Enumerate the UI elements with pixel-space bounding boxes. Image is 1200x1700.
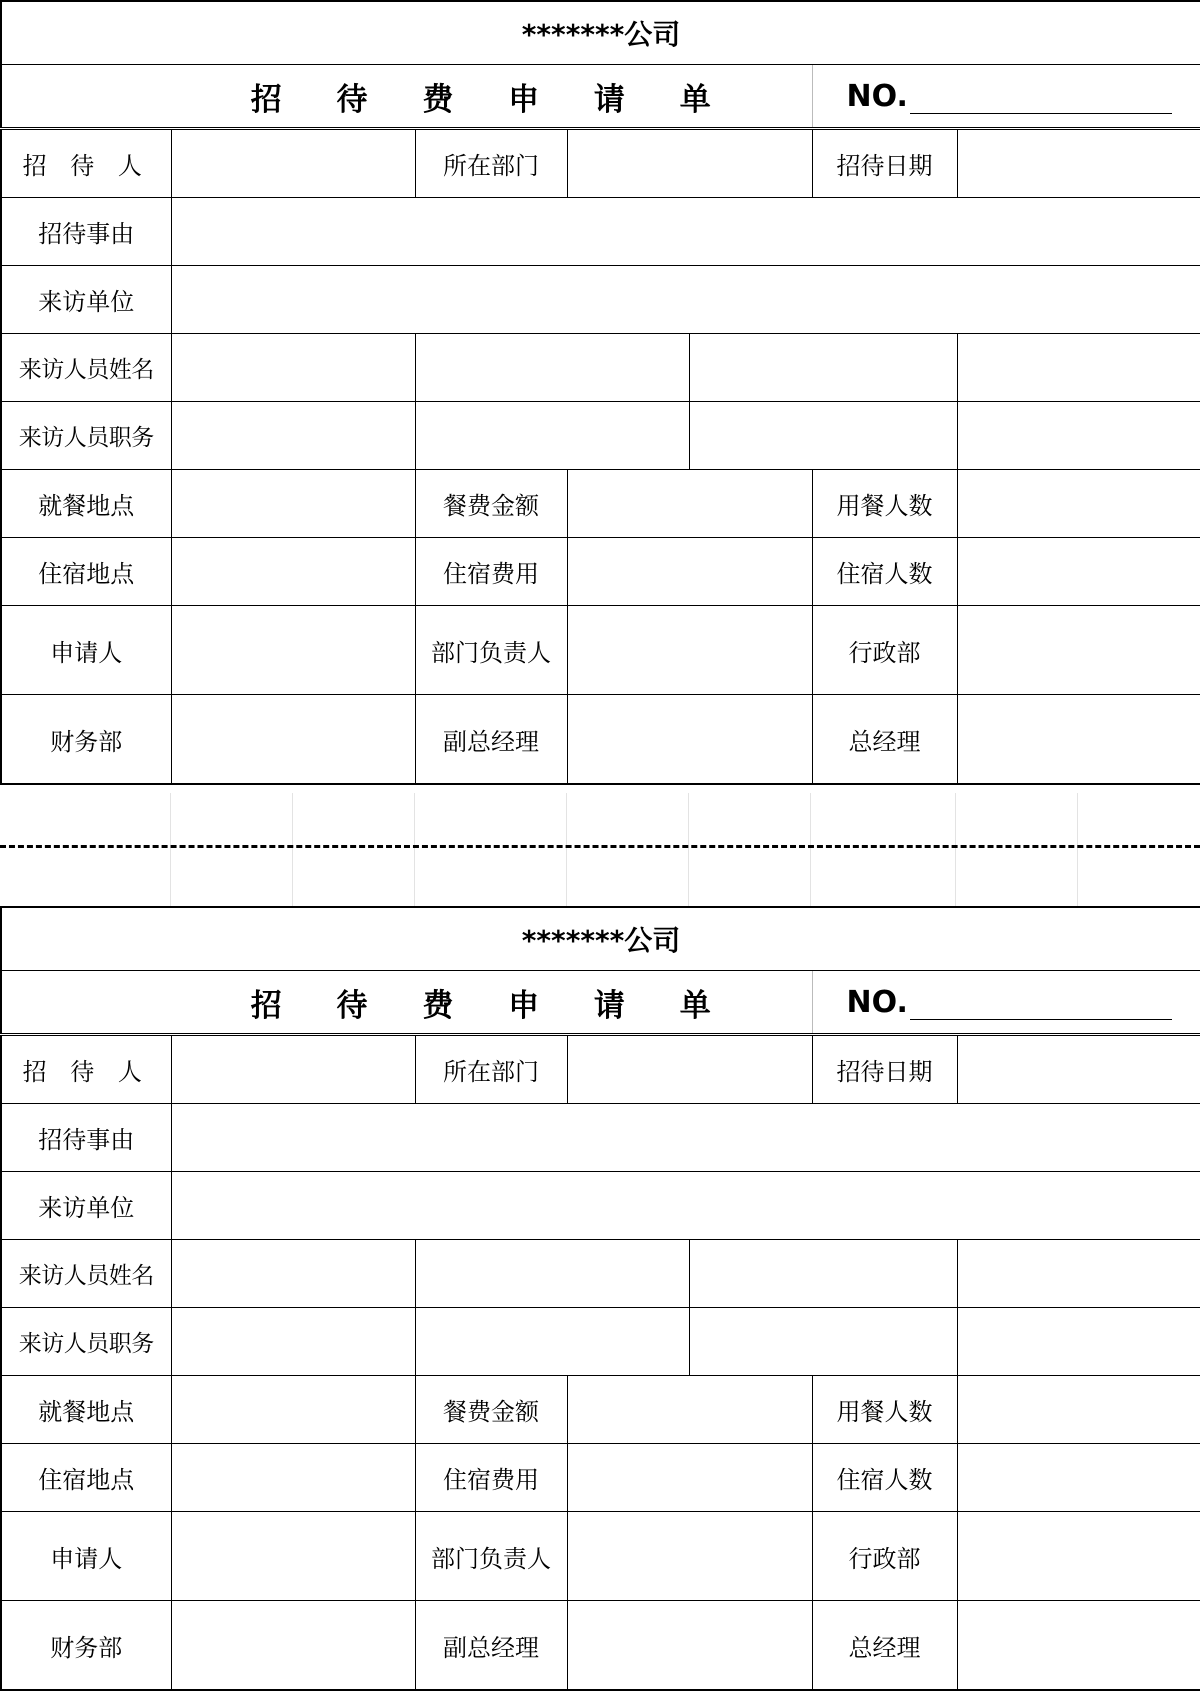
field-meal-amount[interactable] <box>567 1376 812 1444</box>
field-visitor-title-2[interactable] <box>415 402 689 470</box>
field-host[interactable] <box>171 129 415 198</box>
field-visitor-title-4[interactable] <box>957 402 1200 470</box>
label-admin-dept: 行政部 <box>812 606 957 695</box>
label-host: 招 待 人 <box>1 129 171 198</box>
label-dining-place: 就餐地点 <box>1 1376 171 1444</box>
label-department: 所在部门 <box>415 1035 567 1104</box>
label-applicant: 申请人 <box>1 606 171 695</box>
field-lodging-place[interactable] <box>171 538 415 606</box>
field-finance-dept[interactable] <box>171 1601 415 1691</box>
label-admin-dept: 行政部 <box>812 1512 957 1601</box>
field-dining-place[interactable] <box>171 470 415 538</box>
label-diners-count: 用餐人数 <box>812 470 957 538</box>
field-dept-head[interactable] <box>567 606 812 695</box>
label-reason: 招待事由 <box>1 198 171 266</box>
label-lodging-place: 住宿地点 <box>1 1444 171 1512</box>
field-visitor-title-3[interactable] <box>689 1308 957 1376</box>
sheet-gridline <box>414 793 415 906</box>
field-visitor-name-3[interactable] <box>689 334 957 402</box>
label-lodging-place: 住宿地点 <box>1 538 171 606</box>
form-number-label: NO. <box>846 984 908 1020</box>
field-meal-amount[interactable] <box>567 470 812 538</box>
cut-separator <box>0 793 1200 906</box>
field-diners-count[interactable] <box>957 1376 1200 1444</box>
form-title: 招 待 费 申 请 单 <box>250 81 733 118</box>
label-date: 招待日期 <box>812 129 957 198</box>
reception-form-bottom <box>0 906 1200 1691</box>
field-visitor-title-3[interactable] <box>689 402 957 470</box>
form-title-cell <box>1 65 812 129</box>
label-gm: 总经理 <box>812 1601 957 1691</box>
label-visitor-unit: 来访单位 <box>1 1172 171 1240</box>
form-table <box>0 906 1200 1691</box>
label-finance-dept: 财务部 <box>1 695 171 785</box>
field-reason[interactable] <box>171 1104 1200 1172</box>
label-visitor-titles: 来访人员职务 <box>1 402 171 470</box>
field-lodging-fee[interactable] <box>567 538 812 606</box>
form-number-field[interactable] <box>910 87 1172 114</box>
field-gm[interactable] <box>957 1601 1200 1691</box>
field-dining-place[interactable] <box>171 1376 415 1444</box>
sheet-gridline <box>810 793 811 906</box>
form-number-label: NO. <box>846 78 908 114</box>
field-department[interactable] <box>567 1035 812 1104</box>
field-visitor-name-2[interactable] <box>415 334 689 402</box>
form-table <box>0 0 1200 785</box>
field-lodging-count[interactable] <box>957 1444 1200 1512</box>
sheet-gridline <box>688 793 689 906</box>
label-dept-head: 部门负责人 <box>415 606 567 695</box>
sheet-gridline <box>292 793 293 906</box>
field-visitor-unit[interactable] <box>171 1172 1200 1240</box>
field-deputy-gm[interactable] <box>567 695 812 785</box>
label-diners-count: 用餐人数 <box>812 1376 957 1444</box>
sheet-gridline <box>566 793 567 906</box>
field-gm[interactable] <box>957 695 1200 785</box>
label-visitor-names: 来访人员姓名 <box>1 334 171 402</box>
label-department: 所在部门 <box>415 129 567 198</box>
label-dept-head: 部门负责人 <box>415 1512 567 1601</box>
field-visitor-title-2[interactable] <box>415 1308 689 1376</box>
company-name: *******公司 <box>1 1 1200 65</box>
field-visitor-name-4[interactable] <box>957 1240 1200 1308</box>
label-visitor-names: 来访人员姓名 <box>1 1240 171 1308</box>
field-admin-dept[interactable] <box>957 1512 1200 1601</box>
field-department[interactable] <box>567 129 812 198</box>
label-meal-amount: 餐费金额 <box>415 470 567 538</box>
field-visitor-title-1[interactable] <box>171 1308 415 1376</box>
field-date[interactable] <box>957 1035 1200 1104</box>
sheet-gridline <box>955 793 956 906</box>
field-finance-dept[interactable] <box>171 695 415 785</box>
field-reason[interactable] <box>171 198 1200 266</box>
label-meal-amount: 餐费金额 <box>415 1376 567 1444</box>
label-reason: 招待事由 <box>1 1104 171 1172</box>
label-deputy-gm: 副总经理 <box>415 1601 567 1691</box>
field-visitor-title-1[interactable] <box>171 402 415 470</box>
field-lodging-count[interactable] <box>957 538 1200 606</box>
field-admin-dept[interactable] <box>957 606 1200 695</box>
label-lodging-count: 住宿人数 <box>812 1444 957 1512</box>
field-visitor-name-1[interactable] <box>171 1240 415 1308</box>
form-title: 招 待 费 申 请 单 <box>250 987 733 1024</box>
label-dining-place: 就餐地点 <box>1 470 171 538</box>
form-number <box>812 971 1200 1035</box>
label-date: 招待日期 <box>812 1035 957 1104</box>
form-number <box>812 65 1200 129</box>
label-applicant: 申请人 <box>1 1512 171 1601</box>
label-visitor-unit: 来访单位 <box>1 266 171 334</box>
label-finance-dept: 财务部 <box>1 1601 171 1691</box>
field-visitor-name-3[interactable] <box>689 1240 957 1308</box>
field-visitor-name-2[interactable] <box>415 1240 689 1308</box>
label-lodging-count: 住宿人数 <box>812 538 957 606</box>
field-lodging-place[interactable] <box>171 1444 415 1512</box>
company-name: *******公司 <box>1 907 1200 971</box>
field-deputy-gm[interactable] <box>567 1601 812 1691</box>
field-visitor-name-1[interactable] <box>171 334 415 402</box>
field-diners-count[interactable] <box>957 470 1200 538</box>
label-host: 招 待 人 <box>1 1035 171 1104</box>
sheet-gridline <box>170 793 171 906</box>
field-applicant[interactable] <box>171 1512 415 1601</box>
label-deputy-gm: 副总经理 <box>415 695 567 785</box>
dashed-cut-line <box>0 845 1200 848</box>
form-title-cell <box>1 971 812 1035</box>
reception-form-top <box>0 0 1200 785</box>
field-applicant[interactable] <box>171 606 415 695</box>
field-visitor-name-4[interactable] <box>957 334 1200 402</box>
label-lodging-fee: 住宿费用 <box>415 538 567 606</box>
form-number-field[interactable] <box>910 993 1172 1020</box>
label-visitor-titles: 来访人员职务 <box>1 1308 171 1376</box>
field-host[interactable] <box>171 1035 415 1104</box>
label-lodging-fee: 住宿费用 <box>415 1444 567 1512</box>
field-visitor-title-4[interactable] <box>957 1308 1200 1376</box>
field-dept-head[interactable] <box>567 1512 812 1601</box>
label-gm: 总经理 <box>812 695 957 785</box>
sheet-gridline <box>1077 793 1078 906</box>
field-lodging-fee[interactable] <box>567 1444 812 1512</box>
field-visitor-unit[interactable] <box>171 266 1200 334</box>
field-date[interactable] <box>957 129 1200 198</box>
